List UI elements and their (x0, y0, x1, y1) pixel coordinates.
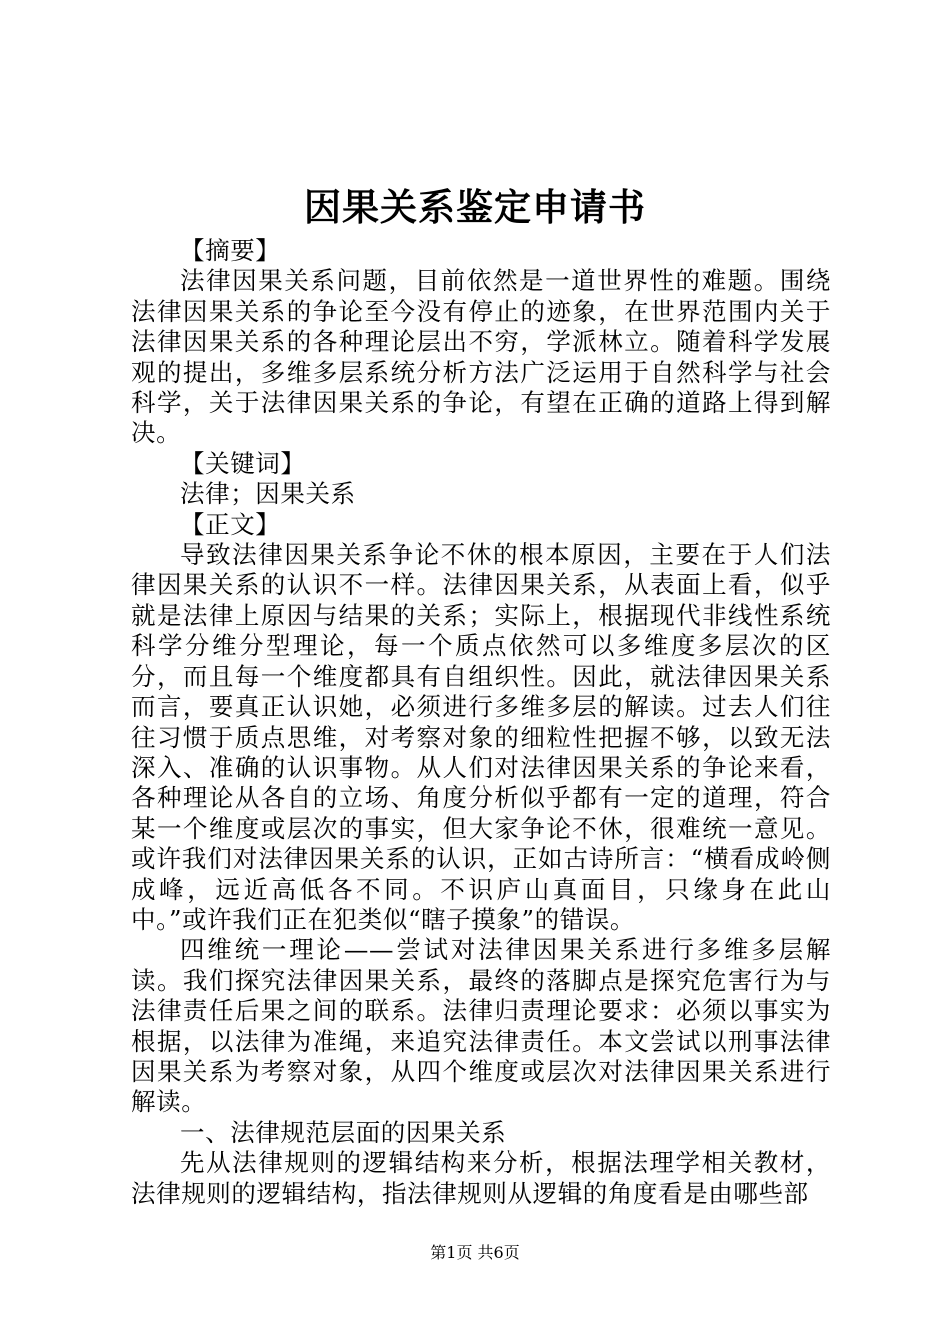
body-paragraph-1: 导致法律因果关系争论不休的根本原因，主要在于人们法律因果关系的认识不一样。法律因果关系，从表面上看，似乎就是法律上原因与结果的关系；实际上，根据现代非线性系统科学分维分型理论，每一个质点依然可以多维度多层次的区分，而且每一个维度都具有自组织性。因此，就法律因果关系而言，要真正认识她，必须进行多维多层的解读。过去人们往往习惯于质点思维，对考察对象的细粒性把握不够，以致无法深入、准确的认识事物。从人们对法律因果关系的争论来看，各种理论从各自的立场、角度分析似乎都有一定的道理，符合某一个维度或层次的事实，但大家争论不休，很难统一意见。或许我们对法律因果关系的认识，正如古诗所言：“横看成岭侧成峰，远近高低各不同。不识庐山真面目，只缘身在此山中。”或许我们正在犯类似“瞎子摸象”的错误。 (131, 540, 831, 934)
section-heading-1: 一、法律规范层面的因果关系 (180, 1117, 507, 1147)
body-heading: 【正文】 (180, 509, 281, 539)
abstract-heading: 【摘要】 (180, 236, 281, 265)
document-body (131, 236, 831, 1209)
body-paragraph-2: 四维统一理论——尝试对法律因果关系进行多维多层解读。我们探究法律因果关系，最终的落脚点是探究危害行为与法律责任后果之间的联系。法律归责理论要求：必须以事实为根据，以法律为准绳，来追究法律责任。本文尝试以刑事法律因果关系为考察对象，从四个维度或层次对法律因果关系进行解读。 (131, 935, 831, 1117)
document-title: 因果关系鉴定申请书 (304, 185, 646, 229)
keywords-heading: 【关键词】 (180, 448, 306, 478)
keywords-paragraph: 法律；因果关系 (180, 479, 356, 509)
body-paragraph-3: 先从法律规则的逻辑结构来分析，根据法理学相关教材，法律规则的逻辑结构，指法律规则从逻辑的角度看是由哪些部 (131, 1148, 831, 1208)
abstract-paragraph: 法律因果关系问题，目前依然是一道世界性的难题。围绕法律因果关系的争论至今没有停止的迹象，在世界范围内关于法律因果关系的各种理论层出不穷，学派林立。随着科学发展观的提出，多维多层系统分析方法广泛运用于自然科学与社会科学，关于法律因果关系的争论，有望在正确的道路上得到解决。 (131, 266, 831, 448)
page-number-footer: 第1页 共6页 (430, 1243, 520, 1262)
